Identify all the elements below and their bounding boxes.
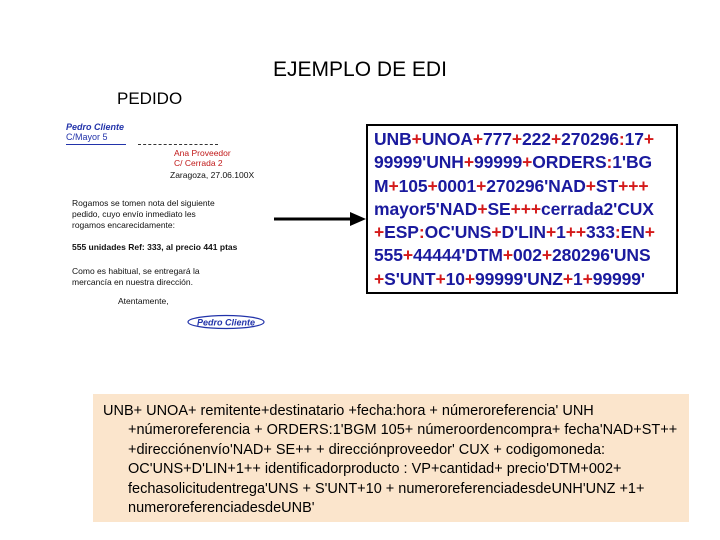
letter-recipient-name: Ana Proveedor (174, 148, 231, 158)
edi-segment: 002 (513, 245, 542, 266)
edi-separator: + (502, 245, 513, 266)
edi-separator: + (511, 129, 523, 149)
edi-segment: 105 (398, 175, 428, 196)
slide-subtitle: PEDIDO (117, 89, 183, 108)
letter-body-line: mercancía en nuestra dirección. (72, 277, 193, 287)
letter-sender-street: C/Mayor 5 (66, 132, 108, 142)
edi-explanation-text: UNB+ UNOA+ remitente+destinatario +fecha:hora + númeroreferencia' UNH +númeroreferencia + ORDERS:1'BGM 105+ númeroordencompra+ fecha'NAD+ST++ +direcciónenvío'NAD+ SE++ + direcciónproveedor' CUX + codigomoneda: OC'UNS+D'LIN+1++ identificadorproducto : VP+cantidad+ precio'DTM+002+ fechasolicitudentrega'UNS + S'UNT+10 + numeroreferenciadesdeUNH'UNZ +1+ numeroreferenciadesdeUNB' (103, 403, 678, 517)
edi-segment: SE (487, 198, 511, 219)
scanned-order-letter (62, 118, 272, 340)
letter-body-line: pedido, cuyo envío inmediato les (72, 209, 196, 219)
edi-line (374, 198, 672, 221)
edi-separator: + (477, 198, 488, 219)
edi-segment: UNOA (421, 129, 473, 149)
edi-segment: 17 (624, 129, 644, 149)
edi-segment: 99999' (592, 268, 645, 289)
edi-segment: 270296'NAD (486, 175, 586, 196)
edi-segment: 99999'UNZ (474, 268, 563, 289)
edi-separator: + (582, 268, 593, 289)
edi-segment: OC'UNS (424, 222, 492, 243)
edi-separator: : (614, 222, 621, 243)
edi-separator: : (418, 222, 425, 243)
edi-line (374, 175, 672, 198)
edi-segment: 0001 (437, 175, 477, 196)
edi-segment: 99999'UNH (374, 152, 464, 173)
edi-segment: D'LIN (501, 222, 546, 243)
letter-sender-name: Pedro Cliente (66, 122, 125, 132)
edi-separator: + (388, 175, 399, 196)
letter-rule (138, 144, 218, 145)
edi-separator: + (643, 129, 654, 149)
edi-segment: UNB (374, 129, 412, 149)
edi-segment: 10 (445, 268, 465, 289)
slide-title: EJEMPLO DE EDI (273, 58, 447, 81)
edi-line (374, 268, 672, 291)
edi-segment: 99999 (473, 152, 523, 173)
edi-separator: + (427, 175, 438, 196)
edi-separator: + (435, 268, 446, 289)
edi-segment: M (374, 175, 389, 196)
edi-separator: + (541, 245, 553, 266)
edi-separator: + (472, 129, 484, 149)
edi-separator: + (374, 222, 385, 243)
arrow-icon (272, 210, 368, 228)
edi-segment: EN (620, 222, 645, 243)
edi-separator: +++ (618, 175, 649, 196)
edi-segment: 222 (522, 129, 551, 149)
letter-body-line: rogamos encarecidamente: (72, 220, 176, 230)
edi-separator: + (644, 222, 655, 243)
edi-separator: + (476, 175, 487, 196)
letter-date: Zaragoza, 27.06.100X (170, 170, 255, 180)
edi-separator: + (464, 268, 475, 289)
edi-line (374, 221, 672, 244)
edi-segment: S'UNT (384, 268, 436, 289)
edi-line (374, 244, 672, 267)
edi-separator: + (491, 222, 502, 243)
edi-separator: + (545, 222, 557, 243)
letter-order-line: 555 unidades Ref: 333, al precio 441 ptas (72, 242, 238, 252)
letter-rule (66, 144, 126, 145)
letter-body-line: Rogamos se tomen nota del siguiente (72, 198, 215, 208)
edi-separator: : (606, 152, 613, 173)
letter-closing: Atentamente, (118, 296, 169, 306)
edi-segment: 555 (374, 245, 403, 266)
edi-separator: ++ (565, 222, 586, 243)
edi-segment: 333 (585, 222, 615, 243)
edi-segment: 44444'DTM (413, 245, 503, 266)
signature-logo (186, 314, 266, 330)
edi-segment: 1 (556, 222, 566, 243)
edi-separator: +++ (510, 198, 541, 219)
edi-separator: + (522, 152, 533, 173)
edi-separator: : (618, 129, 625, 149)
edi-segment: 1 (572, 268, 583, 289)
edi-segment: 777 (483, 129, 512, 149)
signature-text: Pedro Cliente (196, 317, 256, 328)
letter-body-line: Como es habitual, se entregará la (72, 266, 200, 276)
edi-message-box (366, 124, 678, 294)
edi-separator: + (550, 129, 562, 149)
edi-segment: ST (595, 175, 619, 196)
edi-segment: ESP (384, 222, 419, 243)
edi-separator: + (562, 268, 573, 289)
edi-separator: + (585, 175, 596, 196)
edi-line (374, 128, 672, 151)
letter-recipient-street: C/ Cerrada 2 (174, 158, 223, 168)
edi-separator: + (411, 129, 422, 149)
edi-segment: ORDERS (532, 152, 607, 173)
edi-segment: mayor5'NAD (374, 198, 478, 219)
edi-segment: 1'BG (612, 152, 653, 173)
edi-segment: 270296 (561, 129, 619, 149)
edi-separator: + (374, 268, 385, 289)
edi-segment: 280296'UNS (552, 245, 651, 266)
edi-separator: + (402, 245, 414, 266)
edi-line (374, 151, 672, 174)
edi-separator: + (463, 152, 474, 173)
edi-explanation-box (93, 394, 689, 522)
edi-segment: cerrada2'CUX (540, 198, 654, 219)
